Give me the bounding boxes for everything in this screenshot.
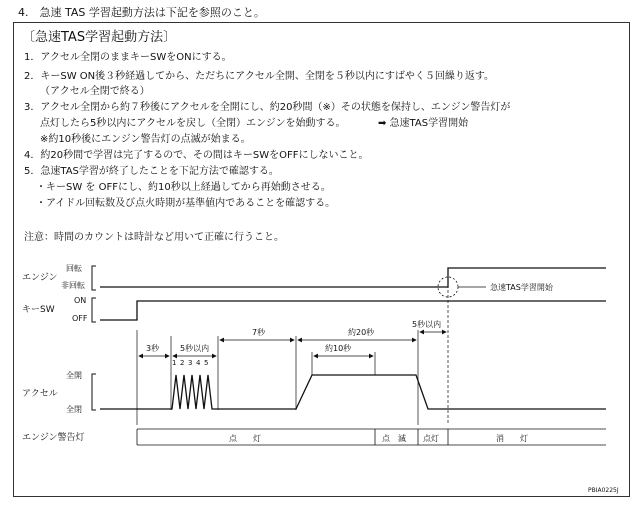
step-5: 5．急速TAS学習が終了したことを下記方法で確認する。 bbox=[24, 166, 279, 177]
dim-5s-within-end-label: 5秒以内 bbox=[412, 320, 442, 329]
figure-code: PBIA0225J bbox=[588, 487, 619, 494]
lamp-off-segment: 消 灯 bbox=[496, 434, 528, 443]
accel-closed-label: 全閉 bbox=[66, 405, 82, 414]
dim-7s-label: 7秒 bbox=[252, 328, 266, 337]
key-waveform bbox=[100, 301, 606, 320]
step-5-bullet-1: ・キーSW を OFFにし、約10秒以上経過してから再始動させる。 bbox=[36, 182, 331, 193]
dim-5s-within-label: 5秒以内 bbox=[180, 344, 210, 353]
dim-3s-label: 3秒 bbox=[146, 344, 160, 353]
accel-row-label: アクセル bbox=[22, 389, 58, 399]
step-4: 4．約20秒間で学習は完了するので、その間はキーSWをOFFにしないこと。 bbox=[24, 150, 369, 161]
pulse-number-2: 2 bbox=[180, 359, 185, 367]
pulse-number-3: 3 bbox=[188, 359, 193, 367]
caution-note: 注意：時間のカウントは時計など用いて正確に行うこと。 bbox=[24, 232, 284, 243]
pulse-number-1: 1 bbox=[172, 359, 177, 367]
step-2-note: （アクセル全閉で終る） bbox=[40, 86, 150, 97]
pulse-number-4: 4 bbox=[196, 359, 201, 367]
step-3-start-arrow: ➡ 急速TAS学習開始 bbox=[378, 118, 469, 129]
step-5-bullet-2: ・アイドル回転数及び点火時期が基準値内であることを確認する。 bbox=[36, 198, 336, 209]
lamp-on-short-segment: 点灯 bbox=[423, 434, 439, 443]
lamp-on-segment: 点 灯 bbox=[229, 434, 261, 443]
pulse-number-5: 5 bbox=[204, 359, 209, 367]
accel-bracket bbox=[92, 374, 96, 410]
key-bracket bbox=[92, 298, 96, 322]
section-header: 4. 急速 TAS 学習起動方法は下記を参照のこと。 bbox=[18, 6, 265, 19]
key-on-label: ON bbox=[74, 296, 87, 305]
engine-off-label: 非回転 bbox=[61, 281, 85, 290]
key-row-label: キーSW bbox=[22, 305, 55, 315]
step-1: 1．アクセル全閉のままキーSWをONにする。 bbox=[24, 52, 232, 63]
engine-bracket bbox=[92, 266, 96, 290]
lamp-blink-segment: 点 滅 bbox=[382, 434, 406, 443]
accel-waveform bbox=[100, 375, 606, 409]
accel-open-label: 全開 bbox=[66, 371, 82, 380]
lamp-row-label: エンジン警告灯 bbox=[22, 433, 85, 443]
engine-on-label: 回転 bbox=[66, 264, 82, 273]
lamp-timeline bbox=[137, 429, 606, 445]
engine-row-label: エンジン bbox=[22, 273, 58, 283]
dim-20s-label: 約20秒 bbox=[348, 328, 375, 337]
step-3-cont: 点灯したら5秒以内にアクセルを戻し（全閉）エンジンを始動する。 bbox=[40, 118, 346, 129]
step-2: 2．キーSW ON後３秒経過してから、ただちにアクセル全開、全閉を５秒以内にすばやく５回繰り返す。 bbox=[24, 71, 495, 82]
step-3-note: ※約10秒後にエンジン警告灯の点滅が始まる。 bbox=[40, 134, 251, 145]
key-off-label: OFF bbox=[72, 314, 88, 323]
start-label: 急速TAS学習開始 bbox=[490, 283, 553, 292]
procedure-title: 〔急速TAS学習起動方法〕 bbox=[22, 30, 177, 45]
step-3: 3．アクセル全閉から約７秒後にアクセルを全開にし、約20秒間（※）その状態を保持し、エンジン警告灯が bbox=[24, 102, 511, 113]
dim-10s-label: 約10秒 bbox=[325, 344, 352, 353]
